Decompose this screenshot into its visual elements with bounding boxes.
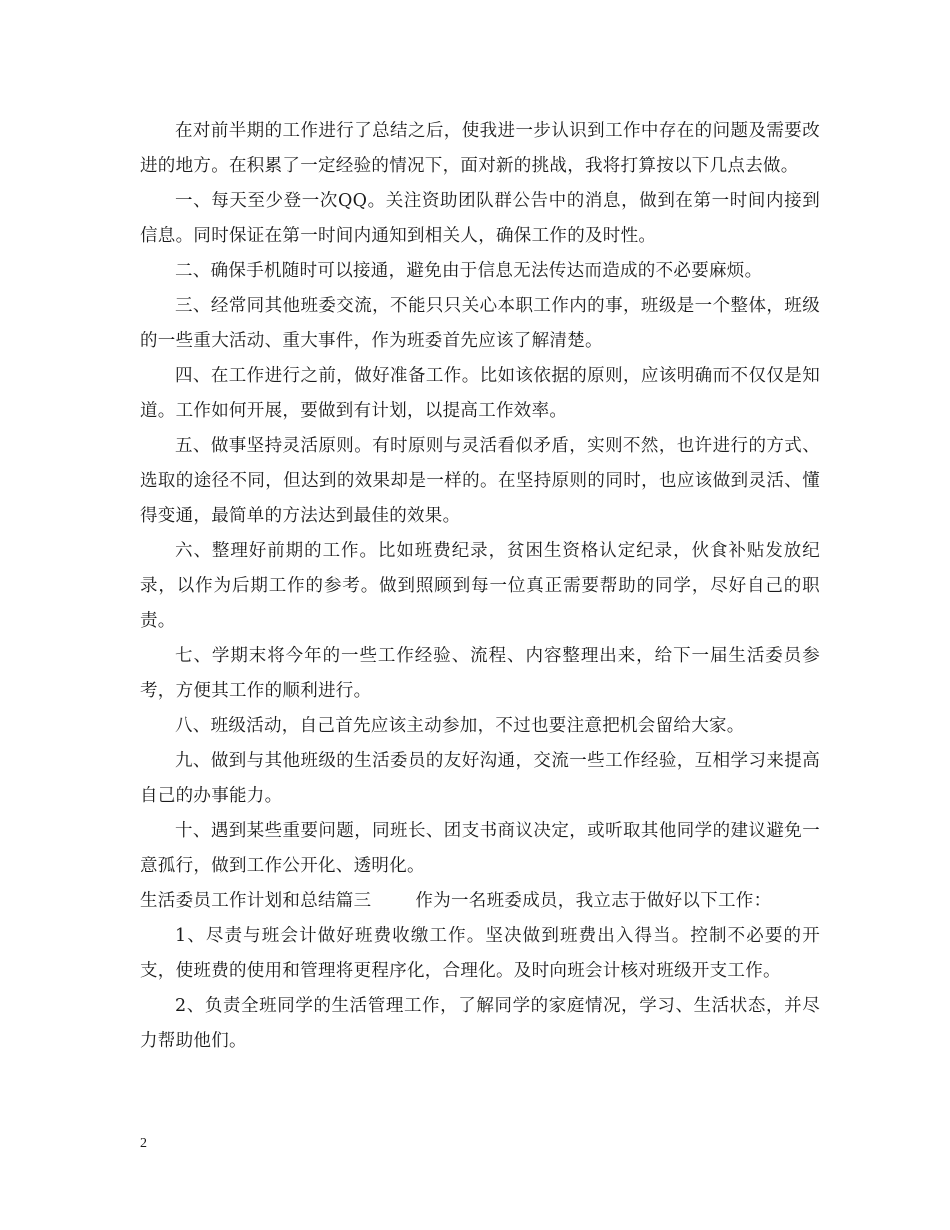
- section-heading-line: [140, 884, 820, 919]
- paragraph-item-2: 二、确保手机随时可以接通，避免由于信息无法传达而造成的不必要麻烦。: [175, 261, 763, 281]
- paragraph-item-9: 九、做到与其他班级的生活委员的友好沟通，交流一些工作经验，互相学习来提高自己的办事能力。: [140, 751, 820, 806]
- document-body: [140, 114, 820, 1059]
- section-title: 生活委员工作计划和总结篇三: [140, 891, 372, 911]
- paragraph-item-6: 六、整理好前期的工作。比如班费纪录，贫困生资格认定纪录，伙食补贴发放纪录，以作为后期工作的参考。做到照顾到每一位真正需要帮助的同学，尽好自己的职责。: [140, 541, 820, 631]
- section-paragraph-2: 2、负责全班同学的生活管理工作，了解同学的家庭情况，学习、生活状态，并尽力帮助他们。: [140, 996, 820, 1051]
- paragraph-intro: 在对前半期的工作进行了总结之后，使我进一步认识到工作中存在的问题及需要改进的地方。在积累了一定经验的情况下，面对新的挑战，我将打算按以下几点去做。: [140, 121, 820, 176]
- paragraph-item-4: 四、在工作进行之前，做好准备工作。比如该依据的原则，应该明确而不仅仅是知道。工作如何开展，要做到有计划，以提高工作效率。: [140, 366, 820, 421]
- paragraph-item-5: 五、做事坚持灵活原则。有时原则与灵活看似矛盾，实则不然，也许进行的方式、选取的途径不同，但达到的效果却是一样的。在坚持原则的同时，也应该做到灵活、懂得变通，最简单的方法达到最佳的效果。: [140, 436, 820, 526]
- paragraph-item-8: 八、班级活动，自己首先应该主动参加，不过也要注意把机会留给大家。: [175, 716, 745, 736]
- section-intro: 作为一名班委成员，我立志于做好以下工作：: [415, 891, 772, 911]
- paragraph-item-1: 一、每天至少登一次QQ。关注资助团队群公告中的消息，做到在第一时间内接到信息。同时保证在第一时间内通知到相关人，确保工作的及时性。: [140, 191, 820, 246]
- paragraph-item-3: 三、经常同其他班委交流，不能只只关心本职工作内的事，班级是一个整体，班级的一些重大活动、重大事件，作为班委首先应该了解清楚。: [140, 296, 820, 351]
- paragraph-item-7: 七、学期末将今年的一些工作经验、流程、内容整理出来，给下一届生活委员参考，方便其工作的顺利进行。: [140, 646, 820, 701]
- page-number: 2: [140, 1136, 147, 1151]
- section-paragraph-1: 1、尽责与班会计做好班费收缴工作。坚决做到班费出入得当。控制不必要的开支，使班费的使用和管理将更程序化，合理化。及时向班会计核对班级开支工作。: [140, 926, 820, 981]
- paragraph-item-10: 十、遇到某些重要问题，同班长、团支书商议决定，或听取其他同学的建议避免一意孤行，做到工作公开化、透明化。: [140, 821, 820, 876]
